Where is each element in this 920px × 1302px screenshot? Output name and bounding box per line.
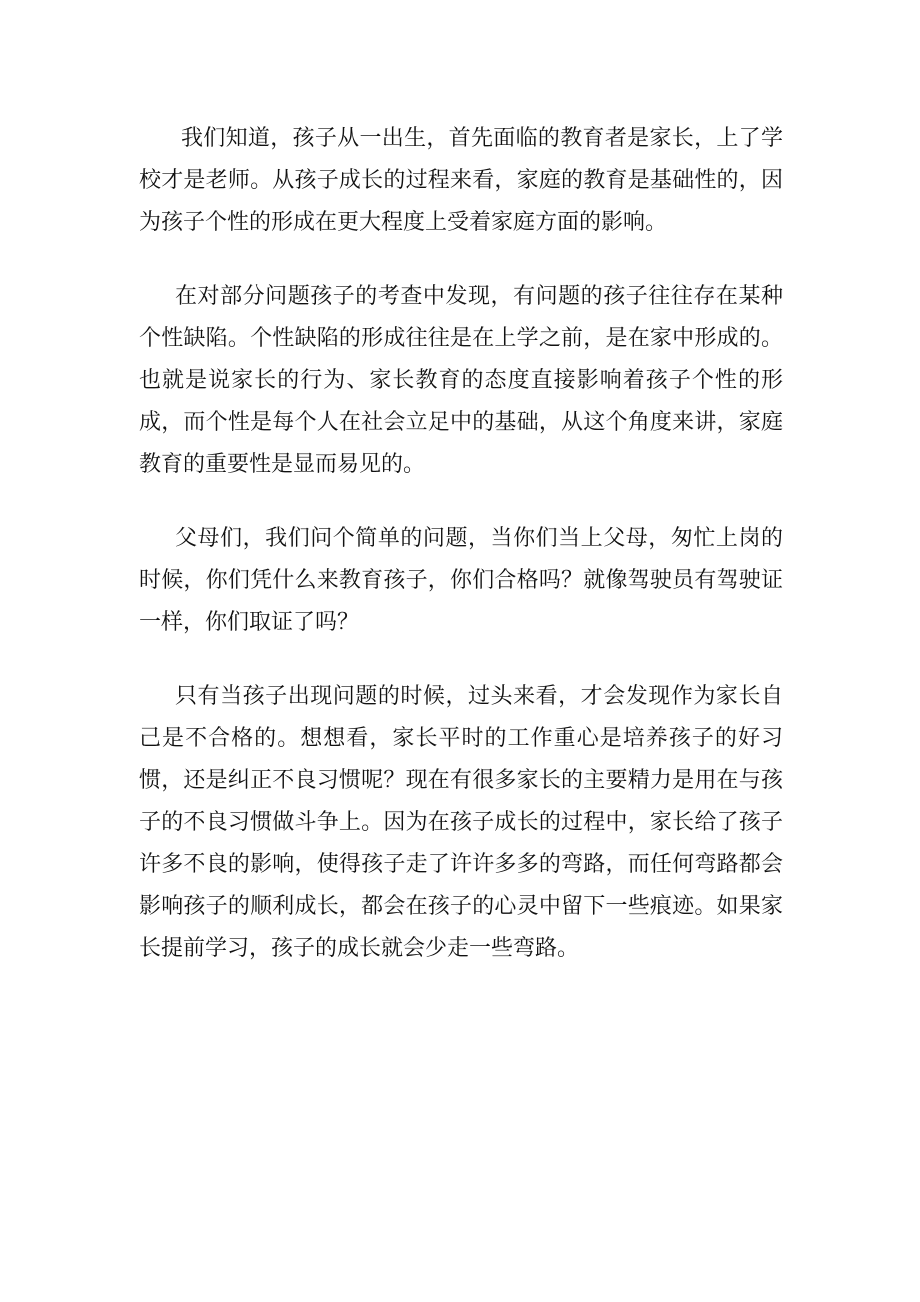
paragraph-3: 父母们，我们问个简单的问题，当你们当上父母，匆忙上岗的时候，你们凭什么来教育孩子，你们合格吗？就像驾驶员有驾驶证一样，你们取证了吗？ — [139, 526, 783, 635]
paragraph-1: 我们知道，孩子从一出生，首先面临的教育者是家长，上了学校才是老师。从孩子成长的过程来看，家庭的教育是基础性的，因为孩子个性的形成在更大程度上受着家庭方面的影响。 — [139, 126, 783, 235]
paragraph-4: 只有当孩子出现问题的时候，过头来看，才会发现作为家长自己是不合格的。想想看，家长平时的工作重心是培养孩子的好习惯，还是纠正不良习惯呢？现在有很多家长的主要精力是用在与孩子的不良习惯做斗争上。因为在孩子成长的过程中，家长给了孩子许多不良的影响，使得孩子走了许许多多的弯路，而任何弯路都会影响孩子的顺利成长，都会在孩子的心灵中留下一些痕迹。如果家长提前学习，孩子的成长就会少走一些弯路。 — [139, 684, 783, 961]
document-body — [139, 118, 783, 970]
paragraph-2: 在对部分问题孩子的考查中发现，有问题的孩子往往存在某种个性缺陷。个性缺陷的形成往往是在上学之前，是在家中形成的。也就是说家长的行为、家长教育的态度直接影响着孩子个性的形成，而个性是每个人在社会立足中的基础，从这个角度来讲，家庭教育的重要性是显而易见的。 — [139, 284, 783, 477]
